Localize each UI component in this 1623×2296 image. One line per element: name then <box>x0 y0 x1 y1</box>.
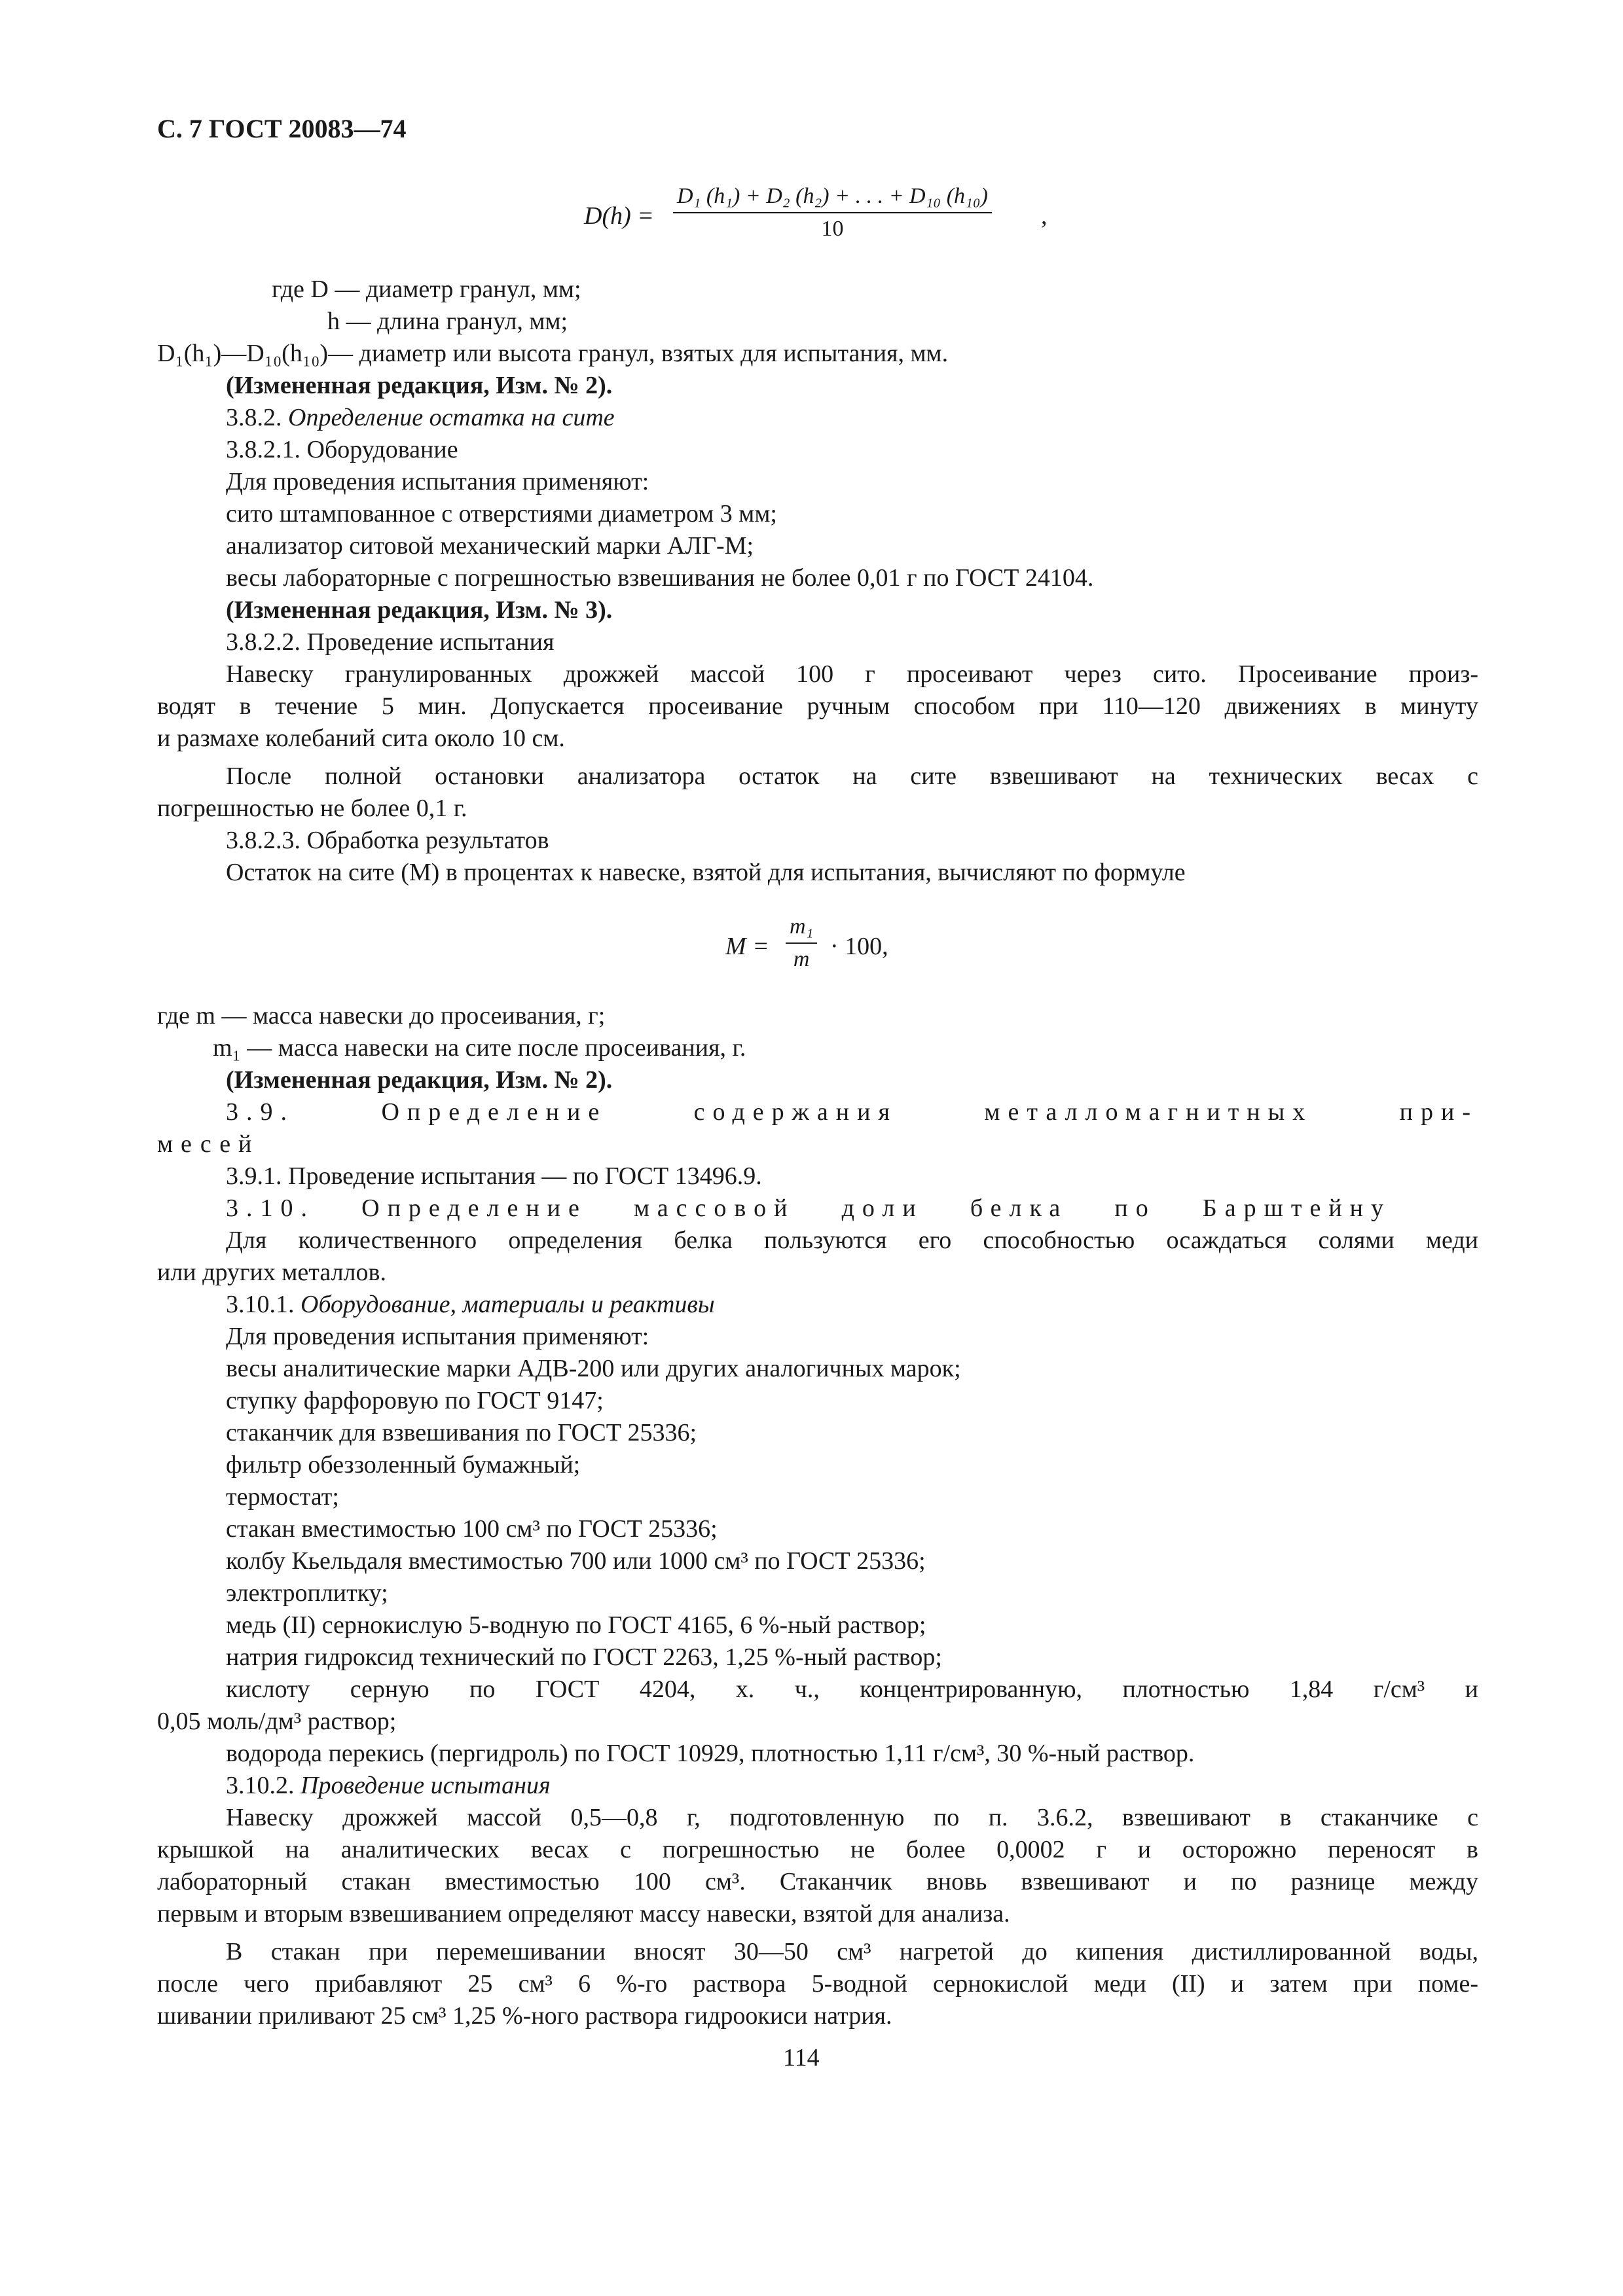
section-title: Оборудование, материалы и реактивы <box>301 1291 715 1318</box>
paragraph-line: Для количественного определения белка пользуются его способностью осаждаться солями меди <box>226 1227 1478 1254</box>
subsection-3-10-1 <box>226 1289 715 1321</box>
page-number: 114 <box>783 2044 820 2072</box>
formula-m-numerator: m₁ <box>786 914 817 944</box>
paragraph-line: крышкой на аналитических весах с погрешностью не более 0,0002 г и осторожно переносят в <box>157 1836 1478 1863</box>
section-number: 3.8.2. <box>226 404 282 431</box>
legend-h: h — длина гранул, мм; <box>327 308 568 335</box>
subsection-3-9-1: 3.9.1. Проведение испытания — по ГОСТ 13496.9. <box>226 1162 762 1190</box>
subsection-3-8-2-1: 3.8.2.1. Оборудование <box>226 436 458 463</box>
formula-m-fraction <box>786 914 817 973</box>
formula-dh-tail: , <box>1041 202 1048 230</box>
paragraph-line: В стакан при перемешивании вносят 30—50 см³ нагретой до кипения дистиллированной воды, <box>226 1938 1478 1965</box>
section-heading-3-10: 3.10. Определение массовой доли белка по Барштейну <box>226 1194 1391 1222</box>
section-heading-3-9-cont: месей <box>157 1130 260 1158</box>
legend-d1-d10: D₁(h₁)—D₁₀(h₁₀)— диаметр или высота гранул, взятых для испытания, мм. <box>157 340 949 367</box>
apply-intro: Для проведения испытания применяют: <box>226 468 649 495</box>
list-item: водорода перекись (пергидроль) по ГОСТ 10929, плотностью 1,11 г/см³, 30 %-ный раствор. <box>226 1740 1195 1767</box>
paragraph-line: первым и вторым взвешиванием определяют массу навески, взятой для анализа. <box>157 1900 1010 1928</box>
formula-dh-fraction <box>673 183 992 242</box>
paragraph-line: после чего прибавляют 25 см³ 6 %-го раствора 5-водной сернокислой меди (II) и затем при поме- <box>157 1970 1478 1998</box>
paragraph-line: и размахе колебаний сита около 10 см. <box>157 725 565 752</box>
amendment-note: (Измененная редакция, Изм. № 2). <box>226 1066 613 1094</box>
paragraph-line: шивании приливают 25 см³ 1,25 %-ного раствора гидроокиси натрия. <box>157 2002 892 2030</box>
list-item: медь (II) сернокислую 5-водную по ГОСТ 4165, 6 %-ный раствор; <box>226 1611 926 1639</box>
formula-m-lhs: M = <box>725 933 769 960</box>
section-number: 3.10.1. <box>226 1291 295 1318</box>
page-header: С. 7 ГОСТ 20083—74 <box>157 114 407 143</box>
list-item: электроплитку; <box>226 1579 388 1607</box>
section-heading-3-8-2 <box>226 402 615 434</box>
paragraph-line: Остаток на сите (M) в процентах к навеске, взятой для испытания, вычисляют по формуле <box>226 859 1186 886</box>
formula-m-denominator: m <box>793 947 810 971</box>
list-item: натрия гидроксид технический по ГОСТ 2263, 1,25 %-ный раствор; <box>226 1643 942 1671</box>
list-item: анализатор ситовой механический марки АЛГ-М; <box>226 532 754 560</box>
amendment-note: (Измененная редакция, Изм. № 2). <box>226 372 613 399</box>
section-title: Проведение испытания <box>301 1772 551 1799</box>
paragraph-line: Навеску дрожжей массой 0,5—0,8 г, подготовленную по п. 3.6.2, взвешивают в стаканчике с <box>226 1804 1478 1831</box>
amendment-note: (Измененная редакция, Изм. № 3). <box>226 596 613 624</box>
list-item: весы лабораторные с погрешностью взвешивания не более 0,01 г по ГОСТ 24104. <box>226 564 1094 592</box>
paragraph-line: После полной остановки анализатора остаток на сите взвешивают на технических весах с <box>226 762 1478 790</box>
list-item: весы аналитические марки АДВ-200 или других аналогичных марок; <box>226 1355 961 1382</box>
formula-dh-denominator: 10 <box>821 217 844 241</box>
subsection-3-8-2-2: 3.8.2.2. Проведение испытания <box>226 628 555 656</box>
formula-m-tail: · 100, <box>830 933 888 960</box>
section-number: 3.10.2. <box>226 1772 295 1799</box>
list-item: колбу Кьельдаля вместимостью 700 или 1000 см³ по ГОСТ 25336; <box>226 1547 926 1575</box>
paragraph-line: водят в течение 5 мин. Допускается просеивание ручным способом при 110—120 движениях в минуту <box>157 692 1478 720</box>
list-item: ступку фарфоровую по ГОСТ 9147; <box>226 1387 604 1414</box>
legend-m1: m₁ — масса навески на сите после просеивания, г. <box>213 1034 746 1062</box>
list-item: кислоту серную по ГОСТ 4204, х. ч., концентрированную, плотностью 1,84 г/см³ и <box>226 1676 1478 1703</box>
paragraph-line: или других металлов. <box>157 1259 386 1286</box>
list-item: стакан вместимостью 100 см³ по ГОСТ 25336; <box>226 1515 718 1543</box>
list-item-cont: 0,05 моль/дм³ раствор; <box>157 1708 397 1735</box>
paragraph-line: лабораторный стакан вместимостью 100 см³. Стаканчик вновь взвешивают и по разнице между <box>157 1868 1478 1895</box>
section-title: Определение остатка на сите <box>288 404 615 431</box>
subsection-3-8-2-3: 3.8.2.3. Обработка результатов <box>226 827 549 854</box>
paragraph-line: погрешностью не более 0,1 г. <box>157 795 467 822</box>
paragraph-line: Навеску гранулированных дрожжей массой 100 г просеивают через сито. Просеивание произ- <box>226 660 1478 688</box>
formula-dh-numerator: D₁ (h₁) + D₂ (h₂) + . . . + D₁₀ (h₁₀) <box>673 183 992 213</box>
formula-dh-lhs: D(h) = <box>584 202 654 230</box>
list-item: сито штампованное с отверстиями диаметром 3 мм; <box>226 500 777 528</box>
section-heading-3-9: 3.9. Определение содержания металломагнитных при- <box>226 1098 1478 1126</box>
subsection-3-10-2 <box>226 1770 551 1802</box>
legend-m: где m — масса навески до просеивания, г; <box>157 1002 606 1030</box>
apply-intro: Для проведения испытания применяют: <box>226 1323 649 1350</box>
legend-d: где D — диаметр гранул, мм; <box>272 276 581 303</box>
list-item: стаканчик для взвешивания по ГОСТ 25336; <box>226 1419 697 1446</box>
list-item: термостат; <box>226 1483 339 1511</box>
list-item: фильтр обеззоленный бумажный; <box>226 1451 581 1479</box>
